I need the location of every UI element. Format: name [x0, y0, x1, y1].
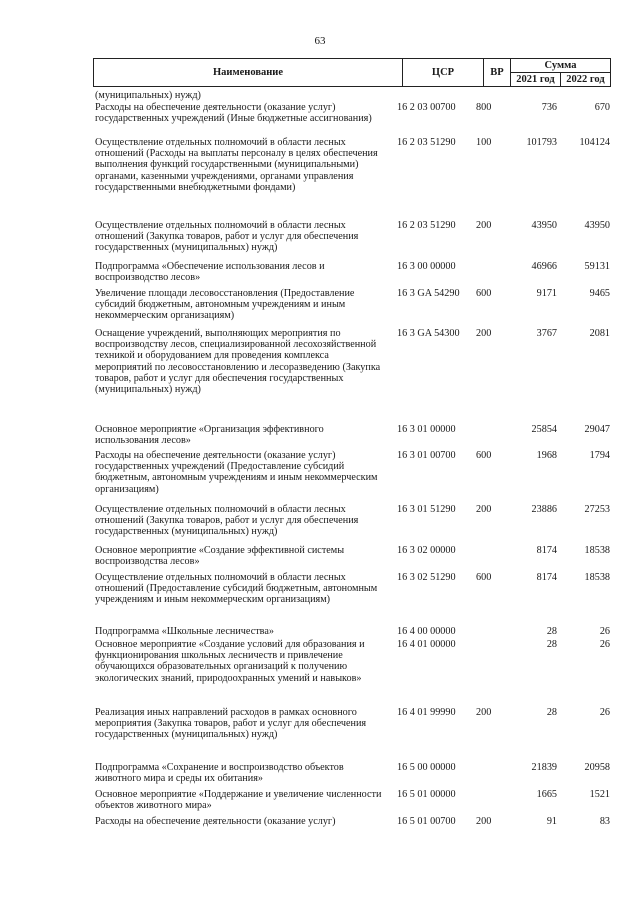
row-vr: 200: [476, 707, 492, 718]
row-vr: 800: [476, 102, 492, 113]
row-name: Осуществление отдельных полномочий в области лесных отношений (Закупка товаров, работ и услуг для обеспечения государственных (муниципальных) нужд): [95, 504, 359, 538]
row-csr: 16 4 01 00000: [397, 639, 456, 650]
row-name: Реализация иных направлений расходов в рамках основного мероприятия (Закупка товаров, работ и услуг для обеспечения государственных (муниципальных) нужд): [95, 707, 367, 741]
table-row: [95, 137, 615, 220]
row-sum-2022: 670: [594, 102, 610, 113]
header-name: Наименование: [93, 58, 403, 87]
header-year-2022: 2022 год: [560, 72, 611, 87]
row-csr: 16 3 01 00700: [397, 450, 456, 461]
row-csr: 16 3 01 00000: [397, 424, 456, 435]
row-csr: 16 3 GA 54290: [397, 288, 460, 299]
row-csr: 16 5 01 00000: [397, 789, 456, 800]
table-row: [95, 572, 615, 626]
row-name: (муниципальных) нужд): [95, 90, 201, 101]
row-sum-2021: 46966: [531, 261, 557, 272]
row-name: Осуществление отдельных полномочий в области лесных отношений (Расходы на выплаты персоналу в целях обеспечения выполнения функций государственными (муниципальными) органами, казенными учреждениями, органами управления государственными внебюджетными фондами): [95, 137, 378, 193]
row-sum-2022: 18538: [584, 545, 610, 556]
row-name: Подпрограмма «Обеспечение использования лесов и воспроизводство лесов»: [95, 261, 325, 284]
row-csr: 16 4 00 00000: [397, 626, 456, 637]
row-name: Основное мероприятие «Организация эффективного использования лесов»: [95, 424, 324, 447]
table-row: [95, 816, 615, 829]
row-vr: 600: [476, 572, 492, 583]
row-sum-2021: 736: [541, 102, 557, 113]
table-row: [95, 328, 615, 424]
row-name: Подпрограмма «Сохранение и воспроизводство объектов животного мира и среды их обитания»: [95, 762, 344, 785]
row-sum-2022: 18538: [584, 572, 610, 583]
row-sum-2021: 91: [546, 816, 557, 827]
row-name: Расходы на обеспечение деятельности (оказание услуг) государственных учреждений (Предоставление субсидий бюджетным, автономным учреждениям и иным некоммерческим организациям): [95, 450, 378, 495]
page-number: 63: [314, 35, 326, 47]
row-sum-2022: 27253: [584, 504, 610, 515]
row-vr: 200: [476, 328, 492, 339]
row-csr: 16 2 03 51290: [397, 220, 456, 231]
row-name: Основное мероприятие «Создание эффективной системы воспроизводства лесов»: [95, 545, 345, 568]
row-sum-2021: 101793: [526, 137, 557, 148]
row-name: Подпрограмма «Школьные лесничества»: [95, 626, 274, 637]
row-csr: 16 4 01 99990: [397, 707, 456, 718]
row-sum-2021: 8174: [536, 572, 557, 583]
row-sum-2022: 59131: [584, 261, 610, 272]
table-body: [95, 90, 615, 829]
row-sum-2022: 26: [599, 639, 610, 650]
row-name: Осуществление отдельных полномочий в области лесных отношений (Закупка товаров, работ и услуг для обеспечения государственных (муниципальных) нужд): [95, 220, 359, 254]
table-row: [95, 450, 615, 504]
row-sum-2022: 83: [599, 816, 610, 827]
row-sum-2021: 28: [546, 626, 557, 637]
table-row: [95, 707, 615, 762]
row-name: Основное мероприятие «Создание условий для образования и функционирования школьных лесничеств и привлечение обучающихся образовательных организаций к получению экологических знаний, природоохранных умений и навыков»: [95, 639, 365, 684]
header-csr: ЦСР: [402, 58, 484, 87]
table-header: [93, 58, 611, 87]
row-sum-2022: 1521: [589, 789, 610, 800]
row-csr: 16 3 02 00000: [397, 545, 456, 556]
header-vr: ВР: [483, 58, 511, 87]
header-sum: Сумма: [510, 58, 611, 73]
row-sum-2021: 25854: [531, 424, 557, 435]
row-name: Расходы на обеспечение деятельности (оказание услуг) государственных учреждений (Иные бюджетные ассигнования): [95, 102, 372, 125]
table-row: [95, 762, 615, 789]
row-sum-2022: 26: [599, 707, 610, 718]
row-sum-2021: 28: [546, 639, 557, 650]
row-sum-2021: 8174: [536, 545, 557, 556]
row-sum-2021: 28: [546, 707, 557, 718]
row-csr: 16 2 03 00700: [397, 102, 456, 113]
row-sum-2022: 104124: [579, 137, 610, 148]
table-row: [95, 789, 615, 816]
table-row: [95, 220, 615, 261]
row-csr: 16 3 02 51290: [397, 572, 456, 583]
table-row: [95, 626, 615, 639]
row-sum-2022: 1794: [589, 450, 610, 461]
row-sum-2021: 21839: [531, 762, 557, 773]
row-sum-2021: 23886: [531, 504, 557, 515]
row-name: Основное мероприятие «Поддержание и увеличение численности объектов животного мира»: [95, 789, 382, 812]
row-vr: 600: [476, 450, 492, 461]
row-sum-2022: 2081: [589, 328, 610, 339]
row-vr: 200: [476, 504, 492, 515]
table-row: [95, 639, 615, 707]
row-sum-2022: 20958: [584, 762, 610, 773]
table-row: [95, 102, 615, 137]
table-row: [95, 504, 615, 545]
row-sum-2022: 29047: [584, 424, 610, 435]
row-sum-2022: 26: [599, 626, 610, 637]
table-row: [95, 90, 615, 102]
row-name: Оснащение учреждений, выполняющих мероприятия по воспроизводству лесов, специализированной лесохозяйственной техникой и оборудованием для проведения комплекса мероприятий по лесовосстановлению и лесоразведению (Закупка товаров, работ и услуг для обеспечения государственных (муниципальных) нужд): [95, 328, 381, 396]
row-sum-2021: 1665: [536, 789, 557, 800]
row-vr: 600: [476, 288, 492, 299]
row-name: Увеличение площади лесовосстановления (Предоставление субсидий бюджетным, автономным учреждениям и иным некоммерческим организациям): [95, 288, 355, 322]
row-vr: 200: [476, 816, 492, 827]
row-name: Осуществление отдельных полномочий в области лесных отношений (Предоставление субсидий бюджетным, автономным учреждениям и иным некоммерческим организациям): [95, 572, 378, 606]
row-sum-2021: 3767: [536, 328, 557, 339]
header-year-2021: 2021 год: [510, 72, 561, 87]
row-sum-2022: 43950: [584, 220, 610, 231]
table-row: [95, 545, 615, 572]
row-csr: 16 5 01 00700: [397, 816, 456, 827]
row-sum-2021: 9171: [536, 288, 557, 299]
row-csr: 16 3 01 51290: [397, 504, 456, 515]
row-csr: 16 3 00 00000: [397, 261, 456, 272]
row-csr: 16 5 00 00000: [397, 762, 456, 773]
row-sum-2022: 9465: [589, 288, 610, 299]
table-row: [95, 261, 615, 288]
table-row: [95, 424, 615, 450]
row-vr: 100: [476, 137, 492, 148]
row-sum-2021: 1968: [536, 450, 557, 461]
row-csr: 16 2 03 51290: [397, 137, 456, 148]
row-csr: 16 3 GA 54300: [397, 328, 460, 339]
row-name: Расходы на обеспечение деятельности (оказание услуг): [95, 816, 336, 827]
row-sum-2021: 43950: [531, 220, 557, 231]
row-vr: 200: [476, 220, 492, 231]
table-row: [95, 288, 615, 328]
